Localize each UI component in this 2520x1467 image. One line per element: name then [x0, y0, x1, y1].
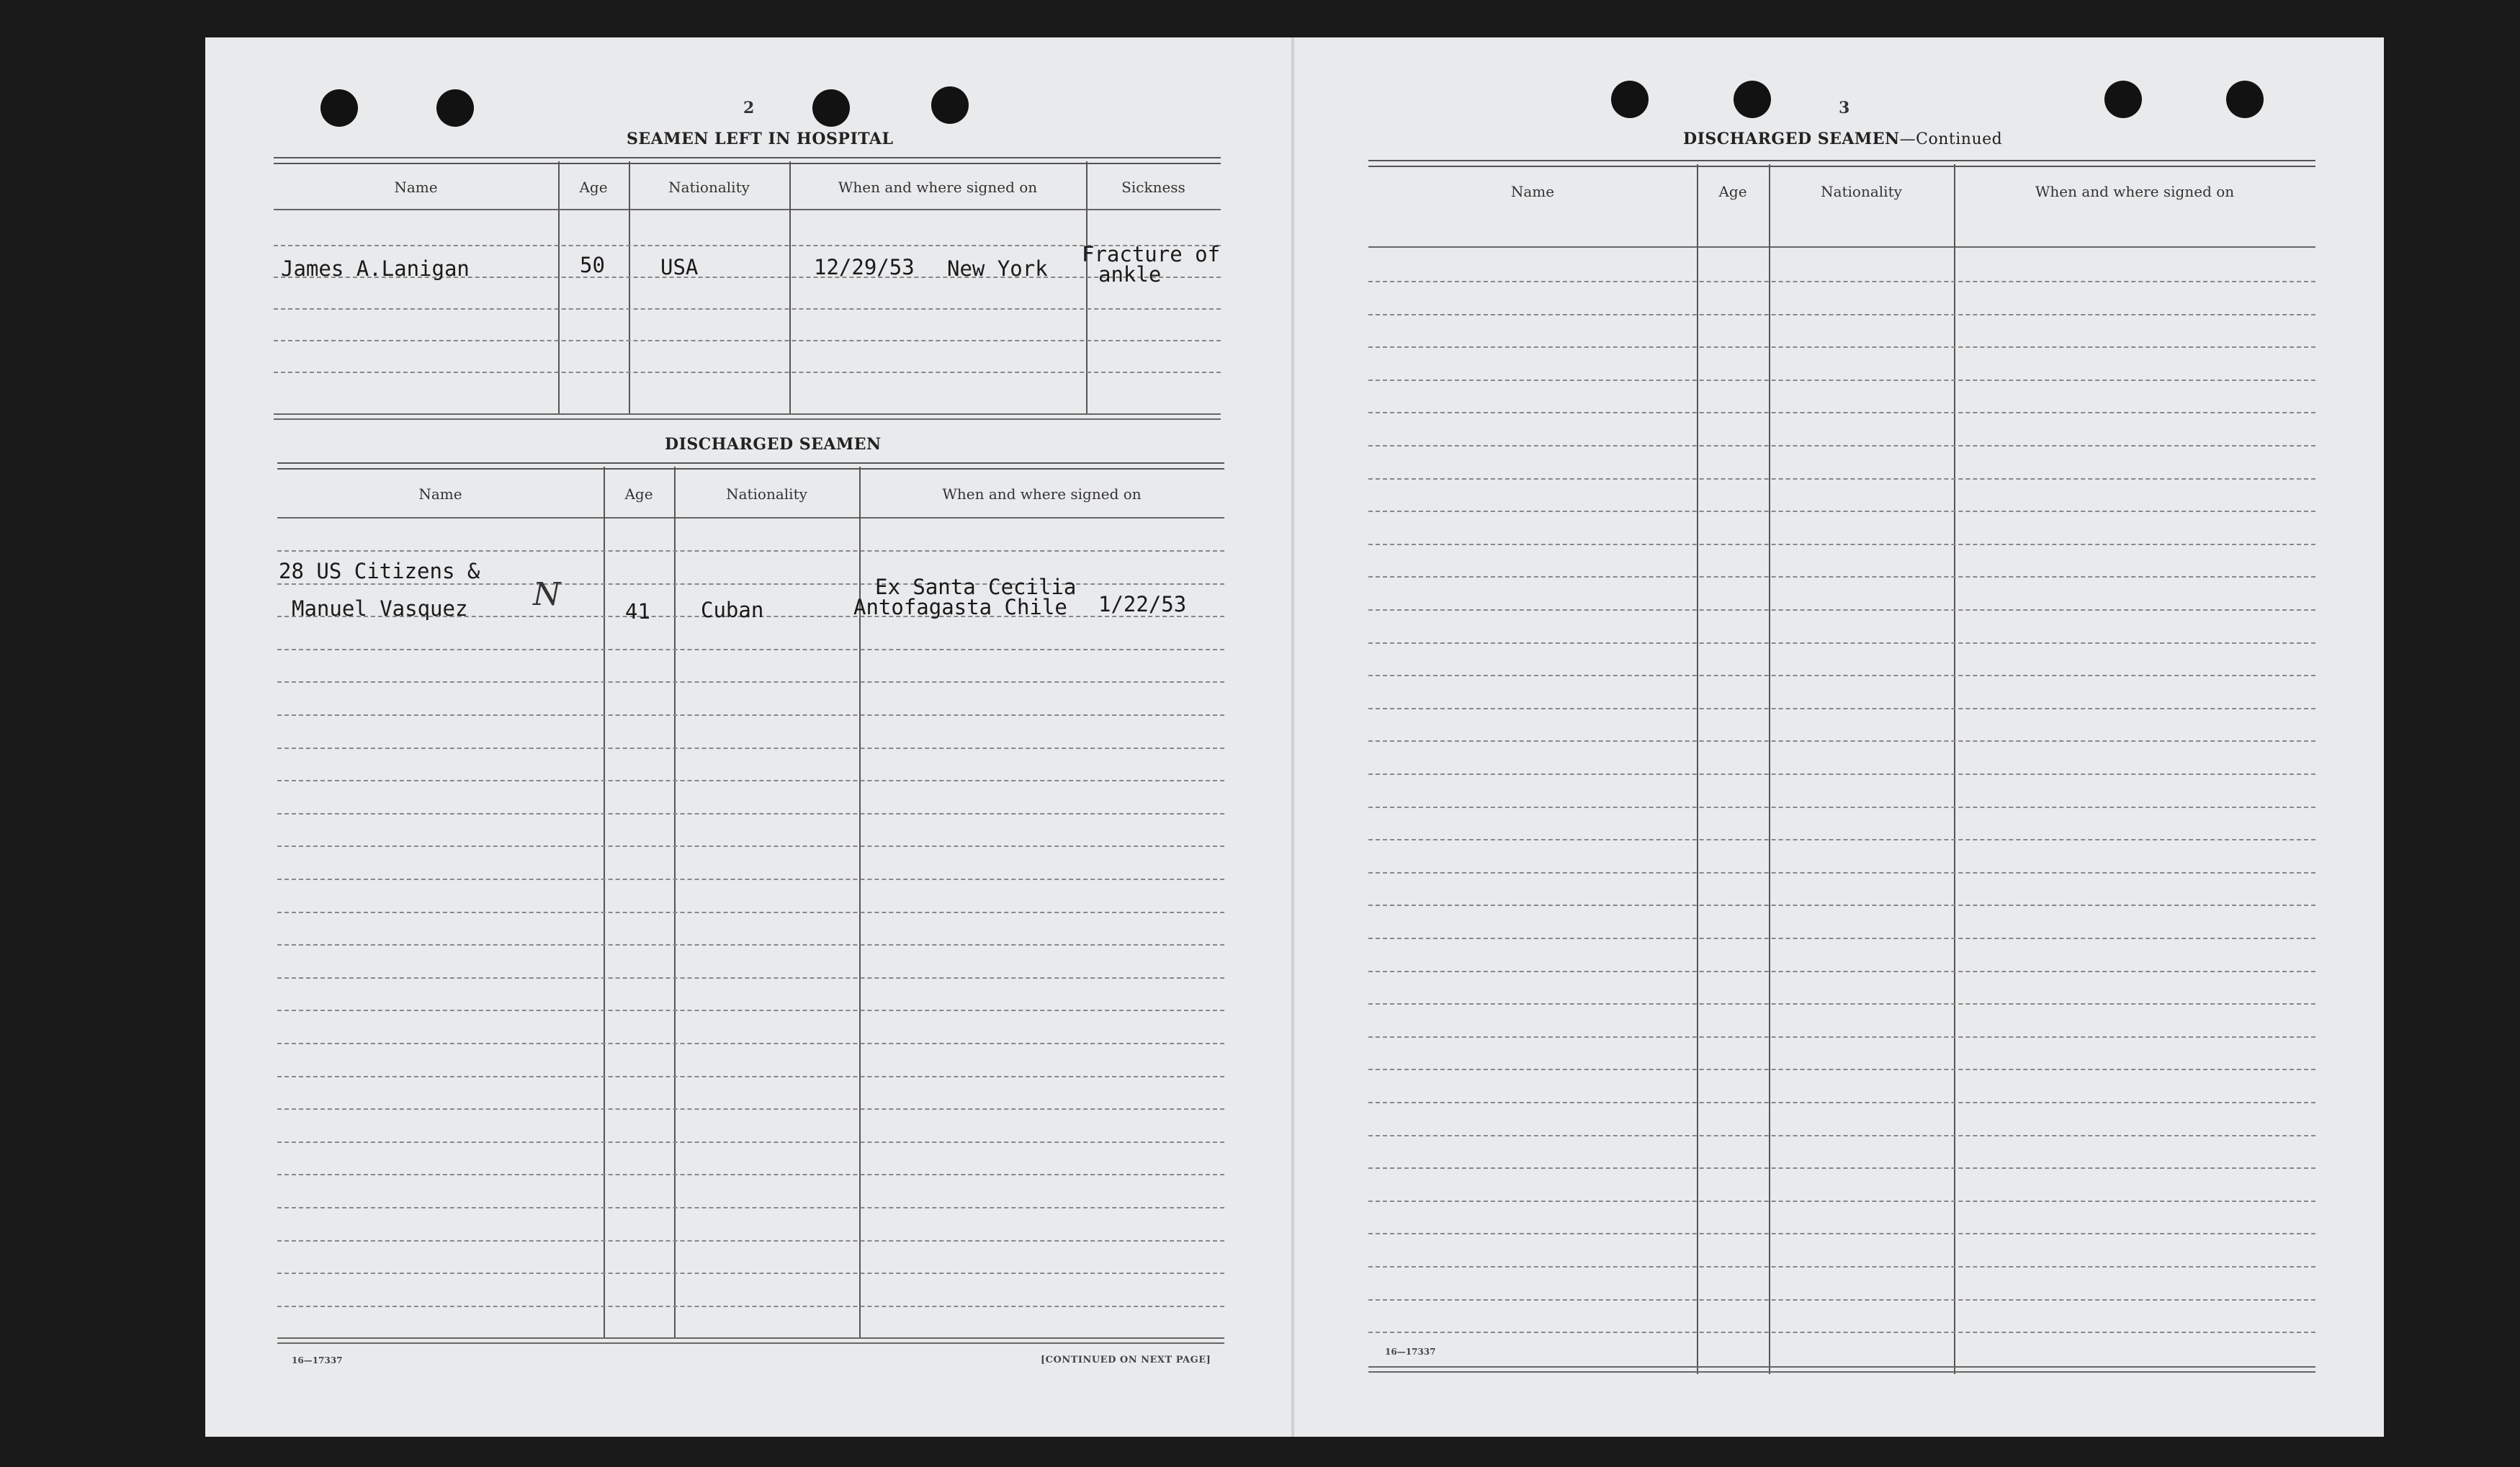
- hospital-sickness: Fracture of: [1082, 242, 1221, 266]
- punch-hole: [320, 89, 358, 127]
- col-header-nationality: Nationality: [1821, 183, 1902, 200]
- ruled-line: [1368, 872, 2315, 874]
- ruled-line: [277, 1076, 1224, 1077]
- discharged-date: 1/22/53: [1098, 592, 1187, 616]
- col-header-nationality: Nationality: [726, 485, 807, 503]
- discharged-continued-title: [1683, 130, 2002, 148]
- col-header-signed-on: When and where signed on: [942, 485, 1142, 503]
- ruled-line: [277, 780, 1224, 781]
- ruled-line: [1368, 511, 2315, 512]
- ruled-line: [1368, 544, 2315, 545]
- ruled-line: [1368, 281, 2315, 282]
- ruled-line: [277, 681, 1224, 683]
- ruled-line: [277, 1240, 1224, 1242]
- hospital-place: New York: [947, 256, 1048, 281]
- ruled-line: [1368, 380, 2315, 381]
- continued-note: [CONTINUED ON NEXT PAGE]: [1041, 1355, 1211, 1365]
- discharged-section-title: DISCHARGED SEAMEN: [665, 435, 882, 454]
- ruled-line: [1368, 1299, 2315, 1301]
- ruled-line: [1368, 314, 2315, 315]
- punch-hole: [2104, 81, 2142, 118]
- ruled-line: [1368, 807, 2315, 808]
- ruled-line: [1368, 905, 2315, 906]
- ruled-line: [277, 1174, 1224, 1175]
- ruled-line: [1368, 1167, 2315, 1169]
- punch-hole: [436, 89, 474, 127]
- punch-hole: [931, 86, 969, 124]
- ruled-line: [1368, 1102, 2315, 1103]
- ruled-line: [277, 944, 1224, 946]
- ruled-line: [1368, 609, 2315, 611]
- hospital-name: James A.Lanigan: [281, 256, 470, 281]
- ruled-line: [277, 879, 1224, 880]
- col-header-signed-on: When and where signed on: [2035, 183, 2235, 200]
- ruled-line: [1368, 708, 2315, 709]
- ruled-line: [1368, 839, 2315, 840]
- col-header-name: Name: [1510, 183, 1555, 200]
- ruled-line: [277, 1108, 1224, 1110]
- col-header-name: Name: [394, 179, 438, 196]
- punch-hole: [2226, 81, 2264, 118]
- ruled-line: [277, 1306, 1224, 1307]
- punch-hole: [1611, 81, 1649, 118]
- hospital-date: 12/29/53: [814, 255, 915, 279]
- ruled-line: [277, 1273, 1224, 1274]
- ruled-line: [277, 845, 1224, 847]
- ruled-line: [277, 550, 1224, 552]
- ruled-line: [277, 977, 1224, 979]
- ruled-line: [277, 1043, 1224, 1044]
- ruled-line: [277, 1141, 1224, 1143]
- discharged-place: Antofagasta Chile: [853, 595, 1067, 619]
- discharged-note: 28 US Citizens &: [279, 559, 480, 583]
- ruled-line: [277, 912, 1224, 913]
- title-text: DISCHARGED SEAMEN: [1683, 130, 1900, 148]
- form-number: 16—17337: [292, 1355, 343, 1365]
- form-number: 16—17337: [1385, 1347, 1436, 1357]
- page-number: 3: [1839, 99, 1850, 117]
- ruled-line: [1368, 740, 2315, 742]
- col-header-sickness: Sickness: [1121, 179, 1185, 196]
- discharged-nationality: Cuban: [701, 598, 764, 622]
- punch-hole: [812, 89, 850, 127]
- col-header-age: Age: [579, 179, 608, 196]
- document-sheet: [205, 37, 2384, 1437]
- ruled-line: [277, 748, 1224, 749]
- col-header-nationality: Nationality: [668, 179, 750, 196]
- title-suffix: —Continued: [1899, 130, 2003, 148]
- hospital-table: [274, 157, 1221, 416]
- hospital-age: 50: [580, 253, 605, 277]
- discharged-ship: Ex Santa Cecilia: [875, 575, 1077, 599]
- ruled-line: [1368, 346, 2315, 348]
- ruled-line: [277, 813, 1224, 815]
- ruled-line: [277, 1207, 1224, 1208]
- ruled-line: [1368, 773, 2315, 775]
- ruled-line: [1368, 478, 2315, 480]
- ruled-line: [1368, 412, 2315, 413]
- discharged-age: 41: [625, 599, 650, 624]
- ruled-line: [1368, 1233, 2315, 1234]
- hospital-nationality: USA: [660, 255, 699, 279]
- hospital-section-title: SEAMEN LEFT IN HOSPITAL: [627, 130, 894, 148]
- col-header-name: Name: [418, 485, 462, 503]
- ruled-line: [1368, 938, 2315, 939]
- discharged-table: [277, 462, 1224, 1345]
- ruled-line: [277, 649, 1224, 650]
- discharged-continued-table: [1368, 160, 2315, 1377]
- ruled-line: [1368, 1332, 2315, 1333]
- ruled-line: [1368, 1266, 2315, 1268]
- page-number: 2: [743, 99, 755, 117]
- ruled-line: [1368, 576, 2315, 578]
- ruled-line: [1368, 1201, 2315, 1202]
- ruled-line: [1368, 971, 2315, 972]
- ruled-line: [277, 714, 1224, 716]
- discharged-name: Manuel Vasquez: [292, 596, 468, 621]
- col-header-signed-on: When and where signed on: [838, 179, 1038, 196]
- ruled-line: [277, 1010, 1224, 1011]
- handwritten-mark: N: [533, 576, 561, 613]
- col-header-age: Age: [1718, 183, 1747, 200]
- ruled-line: [1368, 445, 2315, 447]
- ruled-line: [1368, 642, 2315, 644]
- ruled-line: [1368, 1069, 2315, 1070]
- ruled-line: [1368, 1003, 2315, 1005]
- punch-hole: [1734, 81, 1771, 118]
- col-header-age: Age: [624, 485, 653, 503]
- ruled-line: [1368, 675, 2315, 676]
- page-fold: [1291, 37, 1294, 1437]
- hospital-sickness-cont: ankle: [1098, 262, 1162, 287]
- ruled-line: [1368, 1135, 2315, 1136]
- ruled-line: [1368, 1036, 2315, 1038]
